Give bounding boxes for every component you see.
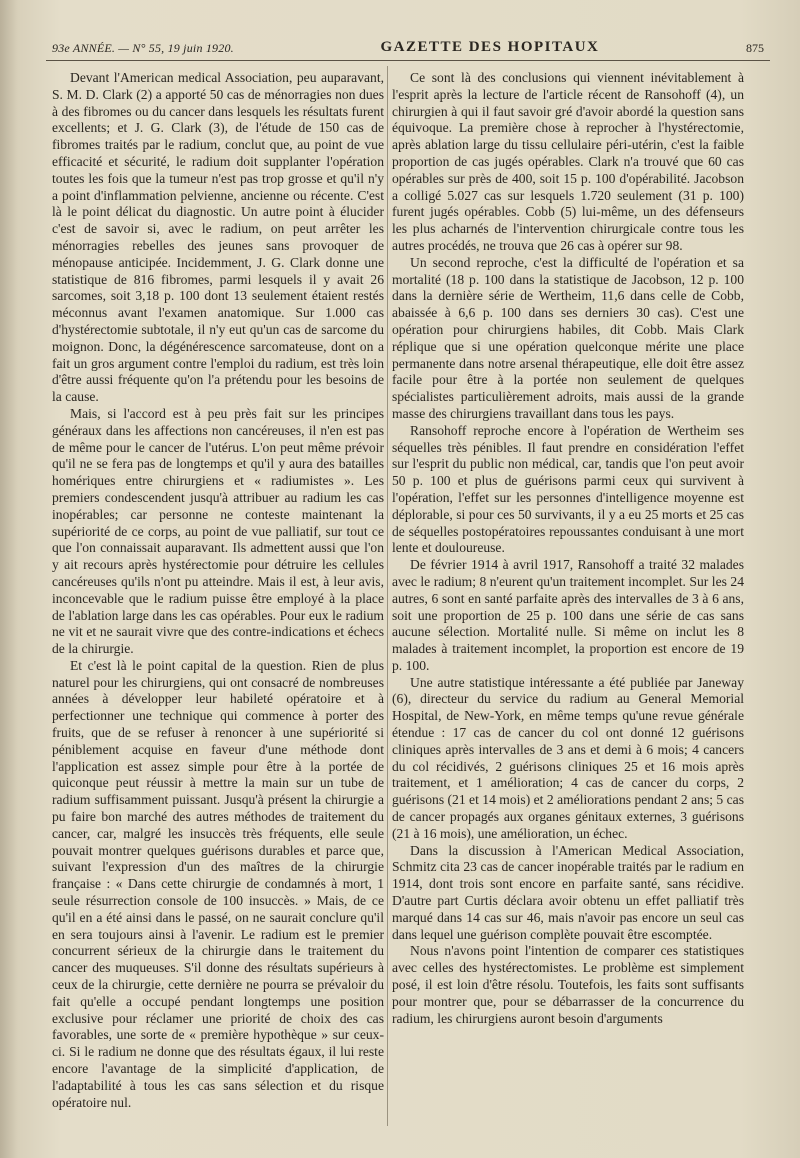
- paragraph: De février 1914 à avril 1917, Ransohoff a traité 32 malades avec le radium; 8 n'eurent qu'un traitement incomplet. Sur les 24 autres, 6 sont en santé parfaite après des intervalles de 3 à 6 ans, soit une proportion de 25 p. 100 dans une série de cas sans aucune sélection. Mortalité nulle. Si même on inclut les 8 malades à traitement incomplet, la proportion est encore de 19 p. 100.: [392, 557, 744, 673]
- right-column: [392, 70, 744, 1140]
- page-header: [52, 26, 764, 56]
- journal-title: GAZETTE DES HOPITAUX: [380, 39, 600, 55]
- column-divider: [387, 66, 388, 1126]
- paragraph: Nous n'avons point l'intention de comparer ces statistiques avec celles des hystérectomistes. Le problème est simplement posé, il est loin d'être résolu. Toutefois, les faits sont suffisants pour montrer que, pour se débarrasser de la concurrence du radium, les chirurgiens auront besoin d'arguments: [392, 943, 744, 1026]
- header-rule: [46, 60, 770, 61]
- paragraph: Dans la discussion à l'American Medical Association, Schmitz cita 23 cas de cancer inopérable traités par le radium en 1914, dont trois sont encore en parfaite santé, sans récidive. D'autre part Curtis déclara avoir obtenu un effet palliatif très marqué dans 14 cas sur 46, mais n'avoir pas encore un seul cas dans lequel une guérison complète pouvait être escomptée.: [392, 842, 744, 942]
- left-column: [52, 70, 384, 1140]
- paragraph: Mais, si l'accord est à peu près fait sur les principes généraux dans les affections non cancéreuses, il n'en est pas de même pour le cancer de l'utérus. L'on peut même prévoir qu'il ne se fera pas de longtemps et qu'il y aura des batailles homériques entre chirurgiens et « radiumistes ». Les premiers condescendent jusqu'à attribuer au radium les cas inopérables; car personne ne conteste maintenant la supériorité de ce corps, au point de vue palliatif, sur tout ce que l'on connaissait auparavant. Ils admettent aussi que l'on y ait recours après hystérectomie pour détruire les cellules cancéreuses qu'ils n'ont pu atteindre. Mais il est, à leur avis, inconcevable que le radium puisse être employé à la place de l'ablation large dans les cas opérables. Pour eux le radium ne vit et ne saurait vivre que des contre-indications et échecs de la chirurgie.: [52, 405, 384, 657]
- paragraph: Devant l'American medical Association, peu auparavant, S. M. D. Clark (2) a apporté 50 cas de ménorragies non dues à des fibromes ou du cancer dans lesquels les résultats furent excellents; et J. G. Clark (3), de l'étude de 150 cas de fibromes traités par le radium, conclut que, au point de vue efficacité et sécurité, le radium doit supplanter l'opération toutes les fois que la tumeur n'est pas trop grosse et qu'il n'y a point d'inflammation pelvienne, ancienne ou récente. C'est là le point délicat du diagnostic. Un autre point à élucider c'est de savoir si, avec le radium, on peut arrêter les ménorragies rebelles des jeunes sans provoquer de ménopause anticipée. Incidemment, J. G. Clark donne une statistique de 816 fibromes, parmi lesquels il y avait 26 sarcomes, soit 3,18 p. 100 dont 13 seulement étaient restés méconnus avant l'examen anatomique. Sur 1.000 cas d'hystérectomie subtotale, il n'y eut qu'un cas de sarcome du moignon. Donc, la dégénérescence sarcomateuse, dont on a fait un gros argument contre l'emploi du radium, est très loin d'être aussi fréquente qu'on l'a prétendu pour les besoins de la cause.: [52, 70, 384, 405]
- paragraph: Ransohoff reproche encore à l'opération de Wertheim ses séquelles très pénibles. Il faut prendre en considération l'effet sur l'esprit du public non médical, car, tandis que l'on peut avoir 50 p. 100 et plus de guérisons parmi ceux qui survivent à l'opération, l'effet sur les personnes d'intelligence moyenne est déplorable, si pour ces 50 survivants, il y a eu 25 morts et 25 cas de séquelles postopératoires repoussantes conduisant à une mort lente et douloureuse.: [392, 422, 744, 556]
- paragraph: Ce sont là des conclusions qui viennent inévitablement à l'esprit après la lecture de l'article récent de Ransohoff (4), un chirurgien à qui il faut savoir gré d'avoir abordé la question sans équivoque. La première chose à reprocher à l'hystérectomie, après ablation large du tissu cellulaire péri-utérin, c'est la faible proportion de cas jugés opérables. Clark n'a trouvé que 60 cas opérables sur près de 400, soit 15 p. 100 d'opérabilité. Jacobson a colligé 5.027 cas sur lesquels 1.720 seulement (31 p. 100) furent jugés opérables. Cobb (5) lui-même, un des défenseurs les plus acharnés de l'intervention chirurgicale contre tous les autres procédés, ne trouva que 26 cas à opérer sur 98.: [392, 70, 744, 253]
- paragraph: Une autre statistique intéressante a été publiée par Janeway (6), directeur du service du radium au General Memorial Hospital, de New-York, en même temps qu'une revue générale étendue : 17 cas de cancer du col ont donné 12 guérisons cliniques après intervalles de 3 ans et demi à 6 mois; 4 cancers du col récidivés, 2 guérisons cliniques 25 et 16 mois après traitement, et 1 amélioration; 4 cas de cancer du corps, 2 guérisons (21 et 14 mois) et 2 améliorations pendant 2 ans; 5 cas de cancer propagés aux organes génitaux externes, 3 guérisons (21 à 16 mois), une amélioration, un échec.: [392, 674, 744, 841]
- paragraph: Un second reproche, c'est la difficulté de l'opération et sa mortalité (18 p. 100 dans la statistique de Jacobson, 12 p. 100 dans la dernière série de Wertheim, 11,6 dans celle de Cobb, abaissée à 6,6 p. 100 dans ses derniers 30 cas). C'est une opération pour chirurgiens habiles, dit Cobb. Mais Clark réplique que si une opération quelconque mérite une place permanente dans notre arsenal thérapeutique, elle doit être assez facile pour être à la portée non seulement de quelques spécialistes particulièrement adroits, mais aussi de la grande masse des chirurgiens travaillant dans tous les pays.: [392, 254, 744, 421]
- page-number: 875: [745, 41, 764, 55]
- running-title: 93e ANNÉE. — N° 55, 19 juin 1920.: [52, 41, 234, 55]
- paragraph: Et c'est là le point capital de la question. Rien de plus naturel pour les chirurgiens, qui ont consacré de nombreuses années à développer leur habileté opératoire et à perfectionner une technique qui commence à porter des fruits, que de se refuser à renoncer à une supériorité si péniblement acquise en faveur d'une méthode dont l'application est assez simple pour être à la portée de quiconque peut réussir à mettre la main sur un tube de radium suffisamment puissant. Jusqu'à présent la chirurgie a pu faire bon marché des autres méthodes de traitement du cancer, car, malgré les insuccès très fréquents, elle seule pouvait montrer quelques guérisons durables et parce que, suivant l'expression d'un des maîtres de la chirurgie française : « Dans cette chirurgie de condamnés à mort, 1 seule résurrection console de 100 insuccès. » Mais, de ce qu'il en a été ainsi dans le passé, on ne saurait conclure qu'il en sera toujours ainsi à l'avenir. Le radium est le premier concurrent sérieux de la chirurgie dans le traitement du cancer des muqueuses. S'il donne des résultats supérieurs à ceux de la chirurgie, cette dernière ne pourra se prévaloir du fait qu'elle a occupé pendant longtemps une position exclusive pour réclamer une priorité de choix des cas favorables, une sorte de « première hypothèque » sur ceux-ci. Si le radium ne donne que des résultats égaux, il lui reste encore l'avantage de la simplicité d'application, de l'adaptabilité à tous les cas sans sélection et du risque opératoire nul.: [52, 657, 384, 1110]
